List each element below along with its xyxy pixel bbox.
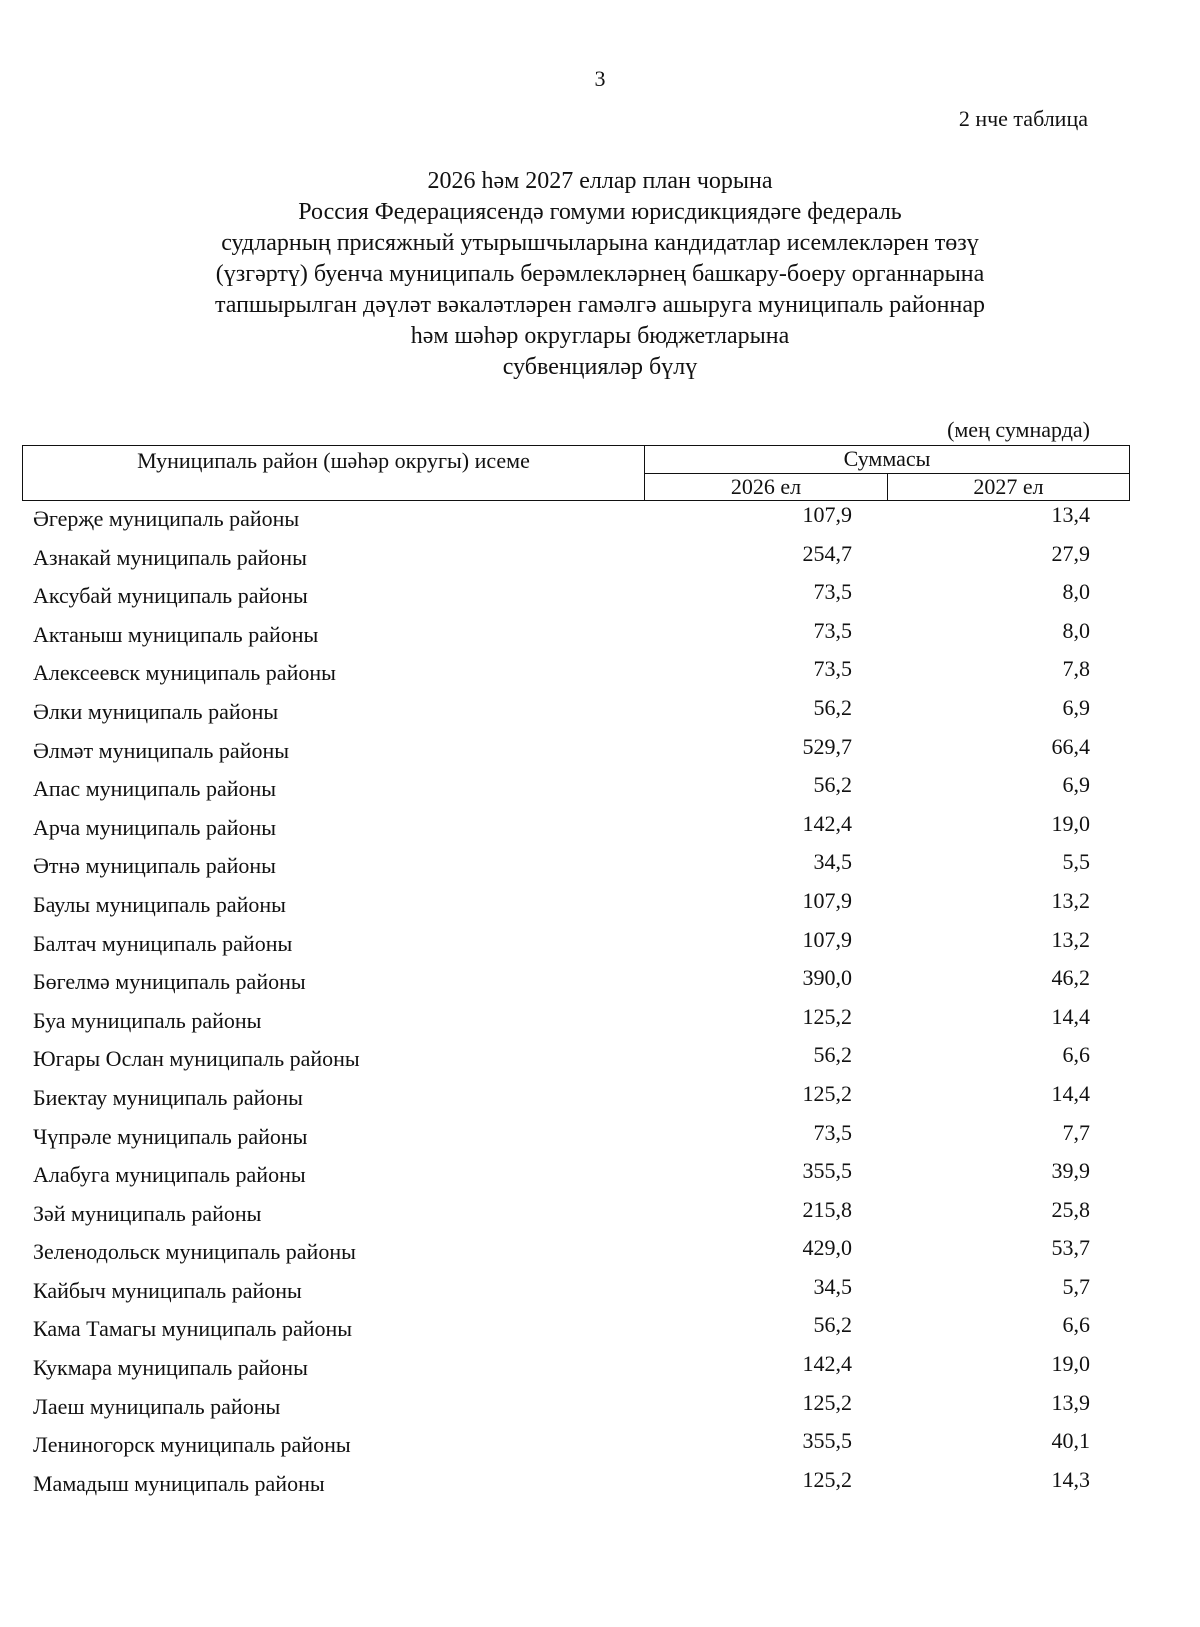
municipality-name: Лениногорск муниципаль районы <box>33 1432 351 1458</box>
table-caption: 2 нче таблица <box>958 106 1088 131</box>
amount-2027: 25,8 <box>1051 1196 1090 1222</box>
title-line: һәм шәһәр округлары бюджетларына <box>410 323 790 349</box>
amount-2027: 5,7 <box>1062 1273 1090 1299</box>
amount-2026: 56,2 <box>813 1042 852 1068</box>
units-note: (мең сумнарда) <box>947 417 1090 442</box>
municipality-name: Кукмара муниципаль районы <box>33 1355 308 1381</box>
amount-2026: 56,2 <box>813 772 852 798</box>
table-row <box>0 616 1200 655</box>
table-row <box>0 1310 1200 1349</box>
amount-2026: 254,7 <box>802 540 852 566</box>
column-header-year-2027: 2027 ел <box>973 474 1044 499</box>
amount-2027: 13,4 <box>1051 502 1090 527</box>
table-body <box>0 500 1200 1503</box>
amount-2026: 73,5 <box>813 1119 852 1145</box>
table-row <box>0 577 1200 616</box>
amount-2026: 125,2 <box>802 1080 852 1106</box>
amount-2026: 56,2 <box>813 1312 852 1338</box>
amount-2027: 5,5 <box>1062 849 1090 875</box>
amount-2026: 125,2 <box>802 1466 852 1492</box>
table-row <box>0 1426 1200 1465</box>
table-row <box>0 925 1200 964</box>
amount-2027: 13,2 <box>1051 926 1090 952</box>
amount-2027: 14,4 <box>1051 1080 1090 1106</box>
table-row <box>0 1388 1200 1427</box>
amount-2026: 107,9 <box>802 926 852 952</box>
table-row <box>0 1079 1200 1118</box>
amount-2026: 355,5 <box>802 1428 852 1454</box>
amount-2027: 13,9 <box>1051 1389 1090 1415</box>
municipality-name: Буа муниципаль районы <box>33 1007 262 1033</box>
municipality-name: Әлмәт муниципаль районы <box>33 737 290 763</box>
municipality-name: Азнакай муниципаль районы <box>33 544 307 570</box>
table-header <box>22 445 1130 501</box>
amount-2027: 6,9 <box>1062 694 1090 720</box>
municipality-name: Аксубай муниципаль районы <box>33 583 308 609</box>
column-header-sum: Суммасы <box>645 446 1129 474</box>
amount-2027: 13,2 <box>1051 887 1090 913</box>
amount-2027: 6,9 <box>1062 772 1090 798</box>
table-row <box>0 1349 1200 1388</box>
table-row <box>0 1040 1200 1079</box>
municipality-name: Мамадыш муниципаль районы <box>33 1470 325 1496</box>
amount-2026: 125,2 <box>802 1003 852 1029</box>
amount-2027: 6,6 <box>1062 1312 1090 1338</box>
table-row <box>0 847 1200 886</box>
table-row <box>0 963 1200 1002</box>
amount-2026: 107,9 <box>802 887 852 913</box>
municipality-name: Кайбыч муниципаль районы <box>33 1277 302 1303</box>
title-line: судларның присяжный утырышчыларына кандидатлар исемлекләрен төзү <box>221 230 979 256</box>
column-header-year-2026: 2026 ел <box>645 474 888 500</box>
amount-2026: 73,5 <box>813 656 852 682</box>
table-row <box>0 500 1200 539</box>
municipality-name: Лаеш муниципаль районы <box>33 1393 281 1419</box>
amount-2027: 8,0 <box>1062 579 1090 605</box>
title-line: субвенцияләр бүлү <box>502 354 698 380</box>
municipality-name: Чүпрәле муниципаль районы <box>33 1123 308 1149</box>
amount-2027: 14,3 <box>1051 1466 1090 1492</box>
table-row <box>0 770 1200 809</box>
table-row <box>0 732 1200 771</box>
municipality-name: Зәй муниципаль районы <box>33 1200 262 1226</box>
municipality-name: Алексеевск муниципаль районы <box>33 660 336 686</box>
municipality-name: Әгерҗе муниципаль районы <box>33 506 300 531</box>
table-row <box>0 886 1200 925</box>
title-line: (үзгәртү) буенча муниципаль берәмлекләрнең башкару-боеру органнарына <box>215 261 985 287</box>
amount-2026: 355,5 <box>802 1158 852 1184</box>
amount-2026: 73,5 <box>813 617 852 643</box>
table-row <box>0 1272 1200 1311</box>
amount-2026: 125,2 <box>802 1389 852 1415</box>
column-header-name: Муниципаль район (шәһәр округы) исеме <box>23 446 645 500</box>
amount-2027: 19,0 <box>1051 810 1090 836</box>
amount-2027: 7,7 <box>1062 1119 1090 1145</box>
municipality-name: Бөгелмә муниципаль районы <box>33 969 306 995</box>
table-row <box>0 1118 1200 1157</box>
amount-2026: 34,5 <box>813 849 852 875</box>
municipality-name: Әлки муниципаль районы <box>33 698 279 724</box>
municipality-name: Кама Тамагы муниципаль районы <box>33 1316 353 1342</box>
page-number: 3 <box>594 66 606 91</box>
amount-2027: 40,1 <box>1051 1428 1090 1454</box>
municipality-name: Биектау муниципаль районы <box>33 1084 303 1110</box>
title-line: 2026 һәм 2027 еллар план чорына <box>427 168 773 194</box>
municipality-name: Баулы муниципаль районы <box>33 891 286 917</box>
table-row <box>0 1156 1200 1195</box>
municipality-name: Әтнә муниципаль районы <box>33 853 276 879</box>
title-line: Россия Федерациясендә гомуми юрисдикциядәге федераль <box>298 199 902 225</box>
amount-2027: 46,2 <box>1051 965 1090 991</box>
amount-2027: 8,0 <box>1062 617 1090 643</box>
amount-2027: 27,9 <box>1051 540 1090 566</box>
municipality-name: Апас муниципаль районы <box>33 776 277 802</box>
amount-2026: 56,2 <box>813 694 852 720</box>
amount-2027: 53,7 <box>1051 1235 1090 1261</box>
amount-2026: 142,4 <box>802 810 852 836</box>
table-row <box>0 1233 1200 1272</box>
amount-2026: 215,8 <box>802 1196 852 1222</box>
amount-2027: 66,4 <box>1051 733 1090 759</box>
amount-2026: 529,7 <box>802 733 852 759</box>
table-row <box>0 654 1200 693</box>
municipality-name: Зеленодольск муниципаль районы <box>33 1239 356 1265</box>
table-row <box>0 1002 1200 1041</box>
amount-2027: 19,0 <box>1051 1351 1090 1377</box>
amount-2026: 142,4 <box>802 1351 852 1377</box>
amount-2027: 6,6 <box>1062 1042 1090 1068</box>
amount-2026: 73,5 <box>813 579 852 605</box>
amount-2027: 39,9 <box>1051 1158 1090 1184</box>
municipality-name: Алабуга муниципаль районы <box>33 1162 306 1188</box>
table-row <box>0 539 1200 578</box>
title-line: тапшырылган дәүләт вәкаләтләрен гамәлгә ашыруга муниципаль районнар <box>214 292 986 318</box>
municipality-name: Арча муниципаль районы <box>33 814 277 840</box>
amount-2027: 14,4 <box>1051 1003 1090 1029</box>
amount-2026: 390,0 <box>802 965 852 991</box>
table-row <box>0 693 1200 732</box>
amount-2027: 7,8 <box>1062 656 1090 682</box>
amount-2026: 107,9 <box>802 502 852 527</box>
amount-2026: 429,0 <box>802 1235 852 1261</box>
document-title <box>0 166 1200 383</box>
table-row <box>0 1195 1200 1234</box>
municipality-name: Югары Ослан муниципаль районы <box>33 1046 360 1072</box>
table-row <box>0 809 1200 848</box>
table-row <box>0 1465 1200 1504</box>
municipality-name: Актаныш муниципаль районы <box>33 621 319 647</box>
municipality-name: Балтач муниципаль районы <box>33 930 293 956</box>
amount-2026: 34,5 <box>813 1273 852 1299</box>
